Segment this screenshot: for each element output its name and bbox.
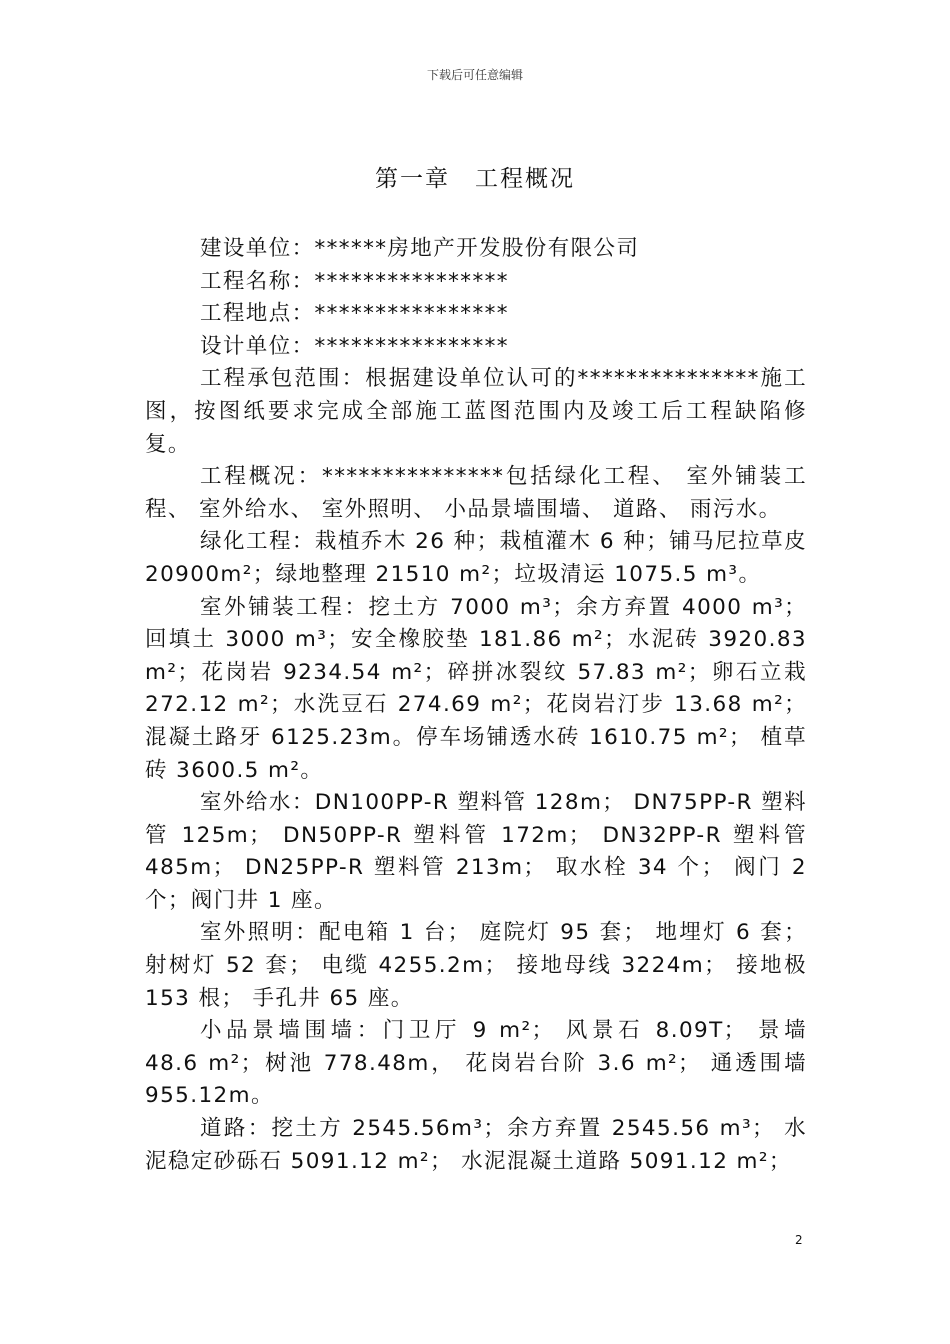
paragraph-roads: 道路：挖土方 2545.56m³；余方弃置 2545.56 m³； 水泥稳定砂砾石 5091.12 m²； 水泥混凝土道路 5091.12 m²； xyxy=(145,1116,807,1174)
paragraph-outdoor-paving: 室外铺装工程：挖土方 7000 m³；余方弃置 4000 m³；回填土 3000 m³；安全橡胶垫 181.86 m²；水泥砖 3920.83 m²；花岗岩 9234.54 m²；碎拼冰裂纹 57.83 m²；卵石立栽 272.12 m²；水洗豆石 274.69 m²；花岗岩汀步 13.68 m²；混凝土路牙 6125.23m。停车场铺透水砖 1610.75 m²； 植草砖 3600.5 m²。 xyxy=(145,594,807,783)
info-project-name: 工程名称：**************** xyxy=(200,268,509,294)
paragraph-landscape-walls: 小品景墙围墙：门卫厅 9 m²； 风景石 8.09T； 景墙 48.6 m²；树池 778.48m， 花岗岩台阶 3.6 m²； 通透围墙 955.12m。 xyxy=(145,1018,807,1109)
info-construction-unit: 建设单位：******房地产开发股份有限公司 xyxy=(200,236,640,261)
info-project-location: 工程地点：**************** xyxy=(200,301,509,327)
page-number: 2 xyxy=(795,1233,803,1247)
paragraph-contract-scope: 工程承包范围：根据建设单位认可的***************施工图，按图纸要求完成全部施工蓝图范围内及竣工后工程缺陷修复。 xyxy=(145,366,807,457)
paragraph-greening: 绿化工程：栽植乔木 26 种；栽植灌木 6 种；铺马尼拉草皮 20900m²；绿地整理 21510 m²；垃圾清运 1075.5 m³。 xyxy=(145,529,807,587)
document-body xyxy=(145,233,807,1178)
paragraph-project-overview: 工程概况：***************包括绿化工程、 室外铺装工程、 室外给水、 室外照明、 小品景墙围墙、 道路、 雨污水。 xyxy=(145,464,807,522)
paragraph-outdoor-lighting: 室外照明：配电箱 1 台； 庭院灯 95 套； 地埋灯 6 套；射树灯 52 套； 电缆 4255.2m； 接地母线 3224m； 接地极 153 根； 手孔井 65 座。 xyxy=(145,920,807,1011)
paragraph-water-supply: 室外给水：DN100PP-R 塑料管 128m； DN75PP-R 塑料管 125m； DN50PP-R 塑料管 172m； DN32PP-R 塑料管 485m； DN25PP-R 塑料管 213m； 取水栓 34 个； 阀门 2 个；阀门井 1 座。 xyxy=(145,790,807,913)
info-design-unit: 设计单位：**************** xyxy=(200,333,509,359)
header-note: 下载后可任意编辑 xyxy=(426,68,523,82)
chapter-title: 第一章 工程概况 xyxy=(375,166,575,192)
